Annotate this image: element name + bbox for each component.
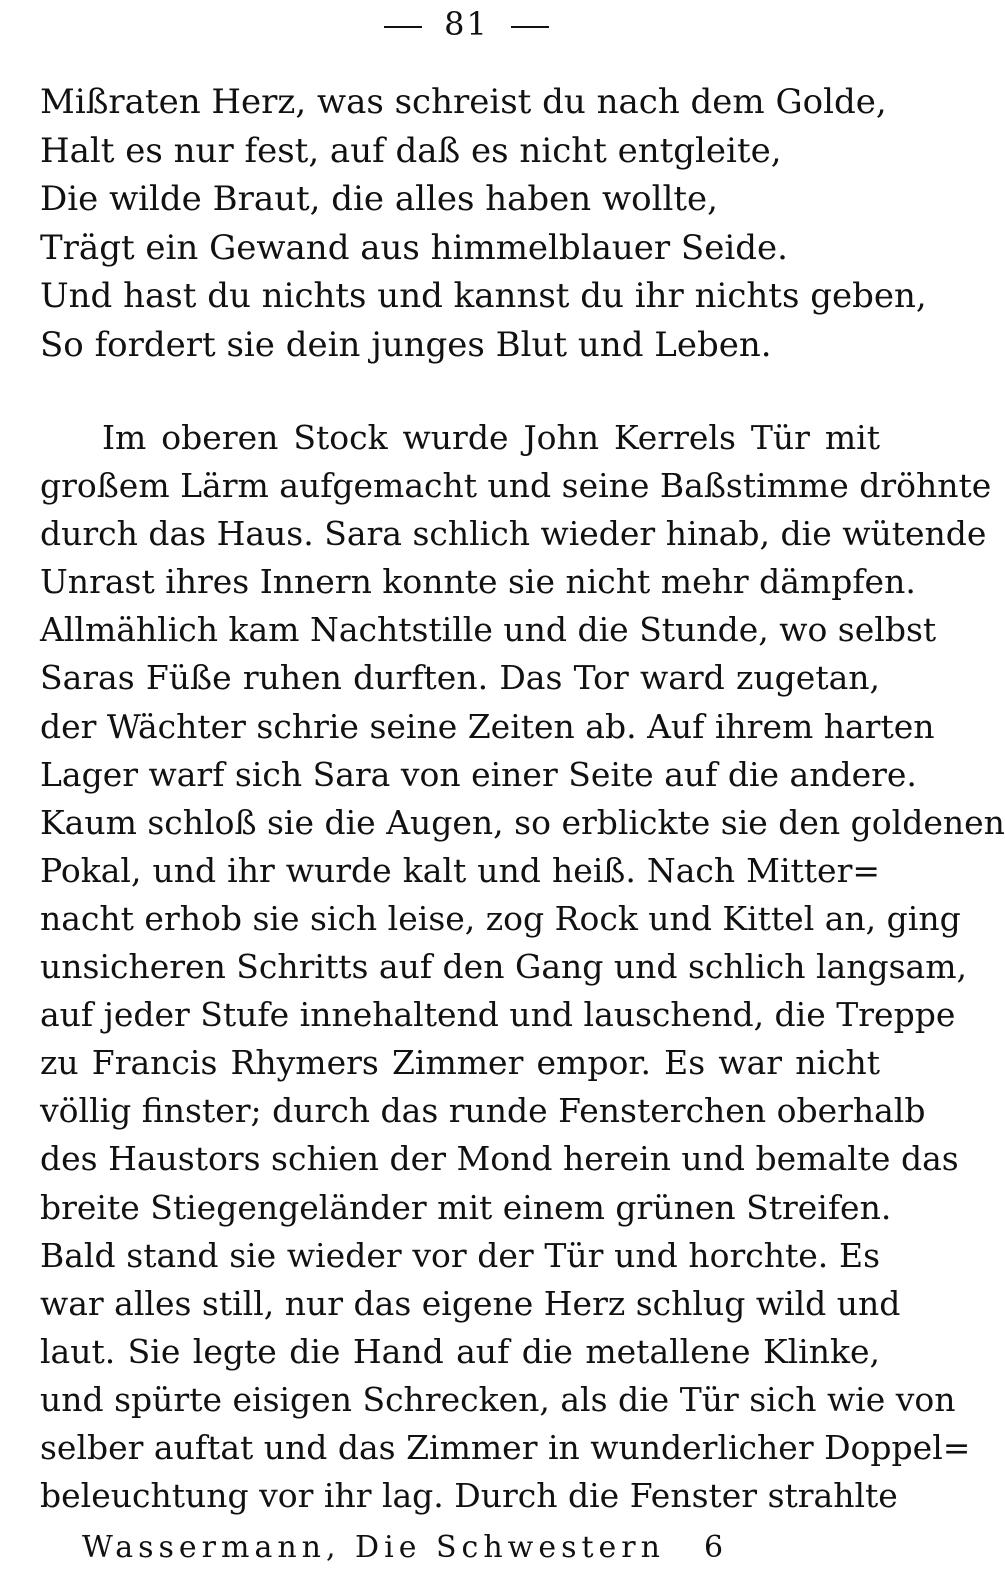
page-footer [82,1528,782,1568]
prose-line: der Wächter schrie seine Zeiten ab. Auf ihrem harten [40,706,935,746]
prose-line: beleuchtung vor ihr lag. Durch die Fenster strahlte [40,1476,898,1516]
prose-line: durch das Haus. Sara schlich wieder hinab, die wütende [40,514,987,554]
prose-line: Bald stand sie wieder vor der Tür und horchte. Es [40,1235,880,1275]
prose-paragraph [40,414,1005,1520]
prose-line: Im oberen Stock wurde John Kerrels Tür mit [102,418,880,457]
prose-line: und spürte eisigen Schrecken, als die Tür sich wie von [40,1379,956,1419]
poem-line: Die wilde Braut, die alles haben wollte, [40,179,718,219]
prose-line: Pokal, und ihr wurde kalt und heiß. Nach Mitter= [40,850,880,890]
header-dash-right [511,26,549,28]
poem-line: Trägt ein Gewand aus himmelblauer Seide. [40,227,788,268]
prose-line: selber auftat und das Zimmer in wunderlicher Doppel= [40,1427,971,1467]
prose-line: großem Lärm aufgemacht und seine Baßstimme dröhnte [40,466,992,506]
footer-signature: Wassermann, Die Schwestern [82,1530,665,1565]
poem-line: Und hast du nichts und kannst du ihr nichts geben, [40,276,927,316]
prose-line: auf jeder Stufe innehaltend und lauschend, die Treppe [40,995,956,1035]
prose-line: breite Stiegengeländer mit einem grünen Streifen. [40,1187,892,1227]
page-header [0,4,933,44]
prose-line: des Haustors schien der Mond herein und bemalte das [40,1139,959,1179]
prose-line: Lager warf sich Sara von einer Seite auf die andere. [40,754,917,794]
prose-line: völlig finster; durch das runde Fensterchen oberhalb [40,1091,926,1131]
poem-line: So fordert sie dein junges Blut und Leben. [40,324,772,365]
poem-line: Mißraten Herz, was schreist du nach dem Golde, [40,82,887,122]
prose-line: nacht erhob sie sich leise, zog Rock und Kittel an, ging [40,898,961,938]
prose-line: zu Francis Rhymers Zimmer empor. Es war nicht [40,1043,880,1083]
prose-line: unsicheren Schritts auf den Gang und schlich langsam, [40,947,967,987]
poem-line: Halt es nur fest, auf daß es nicht entgleite, [40,130,782,171]
poem-stanza [40,78,927,369]
footer-sheet-number: 6 [704,1530,724,1565]
prose-line: Unrast ihres Innern konnte sie nicht mehr dämpfen. [40,562,916,602]
prose-line: Kaum schloß sie die Augen, so erblickte sie den goldenen [40,802,1005,842]
page-number: 81 [444,5,489,43]
prose-line: Allmählich kam Nachtstille und die Stunde, wo selbst [40,610,937,650]
prose-line: laut. Sie legte die Hand auf die metallene Klinke, [40,1331,880,1371]
header-dash-left [384,26,422,28]
prose-line: war alles still, nur das eigene Herz schlug wild und [40,1283,901,1323]
prose-line: Saras Füße ruhen durften. Das Tor ward zugetan, [40,658,880,698]
